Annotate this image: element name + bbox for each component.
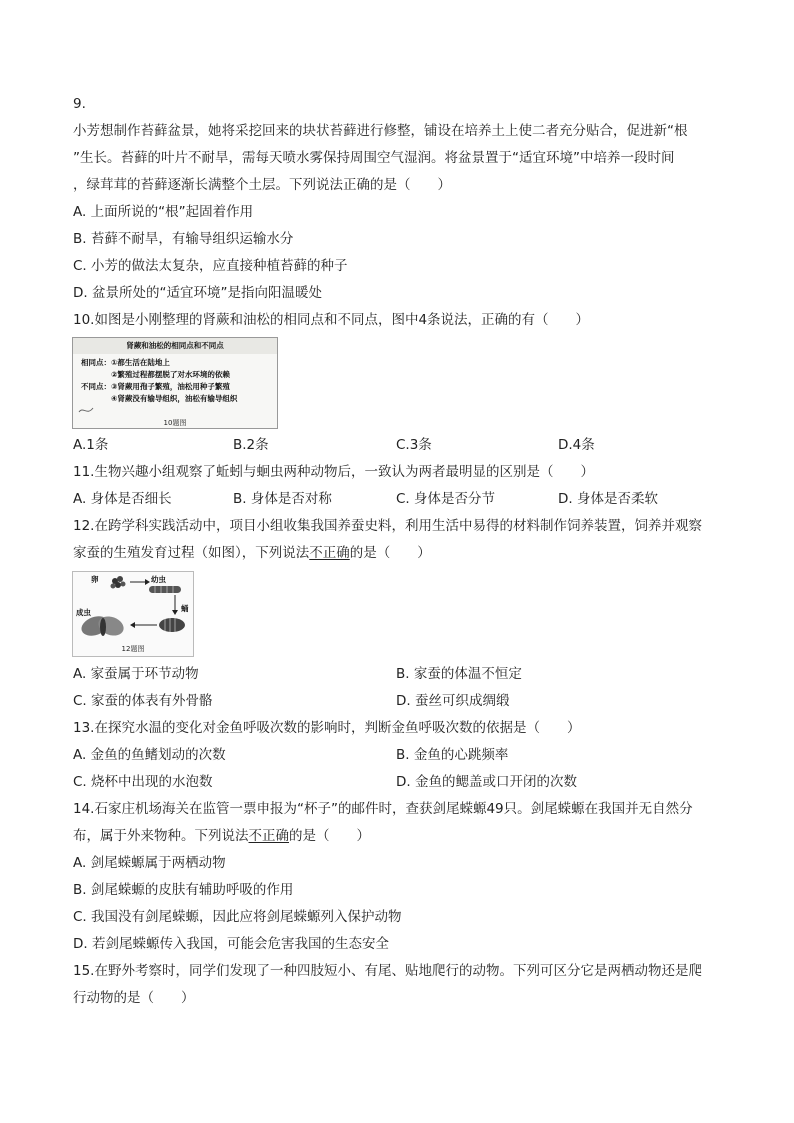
question-14-option-a: A. 剑尾蝾螈属于两栖动物 xyxy=(73,855,226,871)
question-10-stem: 10.如图是小刚整理的肾蕨和油松的相同点和不同点，图中4条说法，正确的有（ ） xyxy=(73,312,590,328)
arrow-icon xyxy=(130,622,157,628)
question-9-number: 9. xyxy=(73,96,86,112)
question-14-stem-line-2 xyxy=(73,827,370,845)
question-13-options-row-2 xyxy=(73,773,733,791)
question-13-stem: 13.在探究水温的变化对金鱼呼吸次数的影响时，判断金鱼呼吸次数的依据是（ ） xyxy=(73,720,581,736)
question-14-option-d: D. 若剑尾蝾螈传入我国，可能会危害我国的生态安全 xyxy=(73,936,389,952)
question-13-options-row-1 xyxy=(73,746,733,764)
question-9-stem-line-1: 小芳想制作苔藓盆景，她将采挖回来的块状苔藓进行修整，铺设在培养土上使二者充分贴合，促进新“根 xyxy=(73,123,688,139)
question-12-option-d: D. 蚕丝可织成绸缎 xyxy=(396,693,510,709)
question-14-stem-part-1: 布，属于外来物种。下列说法 xyxy=(73,828,249,844)
question-11-option-c: C. 身体是否分节 xyxy=(396,491,496,507)
question-15-stem-line-1: 15.在野外考察时，同学们发现了一种四肢短小、有尾、贴地爬行的动物。下列可区分它是两栖动物还是爬 xyxy=(73,963,702,979)
question-12-option-c: C. 家蚕的体表有外骨骼 xyxy=(73,693,213,709)
question-15-stem-line-2: 行动物的是（ ） xyxy=(73,990,195,1006)
question-13-option-c: C. 烧杯中出现的水泡数 xyxy=(73,774,213,790)
question-9-stem-line-3: ，绿茸茸的苔藓逐渐长满整个土层。下列说法正确的是（ ） xyxy=(73,177,451,193)
question-14-emphasis: 不正确 xyxy=(248,828,289,844)
question-11-option-a: A. 身体是否细长 xyxy=(73,491,172,507)
figure-12-pupa-label: 蛹 xyxy=(181,604,189,613)
question-12-stem-part-1: 家蚕的生殖发育过程（如图），下列说法 xyxy=(73,545,310,561)
question-12-option-a: A. 家蚕属于环节动物 xyxy=(73,666,199,682)
figure-12-egg-label: 卵 xyxy=(91,575,99,584)
question-12-emphasis: 不正确 xyxy=(309,545,350,561)
question-10-figure xyxy=(72,337,278,429)
question-13-option-a: A. 金鱼的鱼鳍划动的次数 xyxy=(73,747,226,763)
figure-12-adult-label: 成虫 xyxy=(76,608,91,617)
question-9-option-d: D. 盆景所处的“适宜环境”是指向阳温暖处 xyxy=(73,285,322,301)
larva-icon xyxy=(149,586,181,593)
silkworm-lifecycle-drawing xyxy=(73,572,193,644)
decorative-curve-icon xyxy=(77,404,97,416)
question-10-option-b: B.2条 xyxy=(233,437,269,453)
question-10-option-c: C.3条 xyxy=(396,437,432,453)
moth-icon xyxy=(79,613,127,639)
question-14-stem-part-2: 的是（ ） xyxy=(289,828,370,844)
figure-12-caption: 12题图 xyxy=(121,645,145,653)
question-12-options-row-2 xyxy=(73,692,733,710)
question-11-stem: 11.生物兴趣小组观察了蚯蚓与蛔虫两种动物后，一致认为两者最明显的区别是（ ） xyxy=(73,464,594,480)
pupa-icon xyxy=(159,618,185,632)
figure-10-row-4: ④肾蕨没有输导组织，油松有输导组织 xyxy=(111,394,238,403)
figure-12-larva-label: 幼虫 xyxy=(151,575,166,584)
figure-10-row-3: 不同点：③肾蕨用孢子繁殖，油松用种子繁殖 xyxy=(81,382,230,391)
question-12-stem-line-2 xyxy=(73,544,431,562)
question-12-stem-part-2: 的是（ ） xyxy=(349,545,431,561)
question-12-figure xyxy=(72,571,194,657)
question-13-option-d: D. 金鱼的鳃盖或口开闭的次数 xyxy=(396,774,577,790)
question-11-option-b: B. 身体是否对称 xyxy=(233,491,332,507)
question-14-stem-line-1: 14.石家庄机场海关在监管一票申报为“杯子”的邮件时，查获剑尾蝾螈49只。剑尾蝾螈在我国并无自然分 xyxy=(73,801,693,817)
figure-10-caption: 10题图 xyxy=(163,419,187,427)
question-9-stem-line-2: ”生长。苔藓的叶片不耐旱，需每天喷水雾保持周围空气湿润。将盆景置于“适宜环境”中培养一段时间 xyxy=(73,150,675,166)
figure-10-row-2: ②繁殖过程都摆脱了对水环境的依赖 xyxy=(111,370,230,379)
question-10-option-a: A.1条 xyxy=(73,437,109,453)
arrow-icon xyxy=(172,595,178,615)
question-13-option-b: B. 金鱼的心跳频率 xyxy=(396,747,509,763)
question-9-option-c: C. 小芳的做法太复杂，应直接种植苔藓的种子 xyxy=(73,258,348,274)
arrow-icon xyxy=(130,579,150,585)
question-11-option-d: D. 身体是否柔软 xyxy=(558,491,658,507)
figure-10-row-1: 相同点：①都生活在陆地上 xyxy=(81,358,170,367)
question-12-option-b: B. 家蚕的体温不恒定 xyxy=(396,666,522,682)
figure-10-header: 肾蕨和油松的相同点和不同点 xyxy=(73,338,277,354)
question-14-option-c: C. 我国没有剑尾蝾螈，因此应将剑尾蝾螈列入保护动物 xyxy=(73,909,402,925)
question-9-option-b: B. 苔藓不耐旱，有输导组织运输水分 xyxy=(73,231,294,247)
question-12-stem-line-1: 12.在跨学科实践活动中，项目小组收集我国养蚕史料，利用生活中易得的材料制作饲养装置，饲养并观察 xyxy=(73,518,702,534)
egg-cluster-icon xyxy=(111,576,126,589)
question-14-option-b: B. 剑尾蝾螈的皮肤有辅助呼吸的作用 xyxy=(73,882,294,898)
question-10-option-d: D.4条 xyxy=(558,437,595,453)
question-11-options xyxy=(73,490,733,508)
question-12-options-row-1 xyxy=(73,665,733,683)
question-9-option-a: A. 上面所说的“根”起固着作用 xyxy=(73,204,254,220)
question-10-options xyxy=(73,436,733,454)
